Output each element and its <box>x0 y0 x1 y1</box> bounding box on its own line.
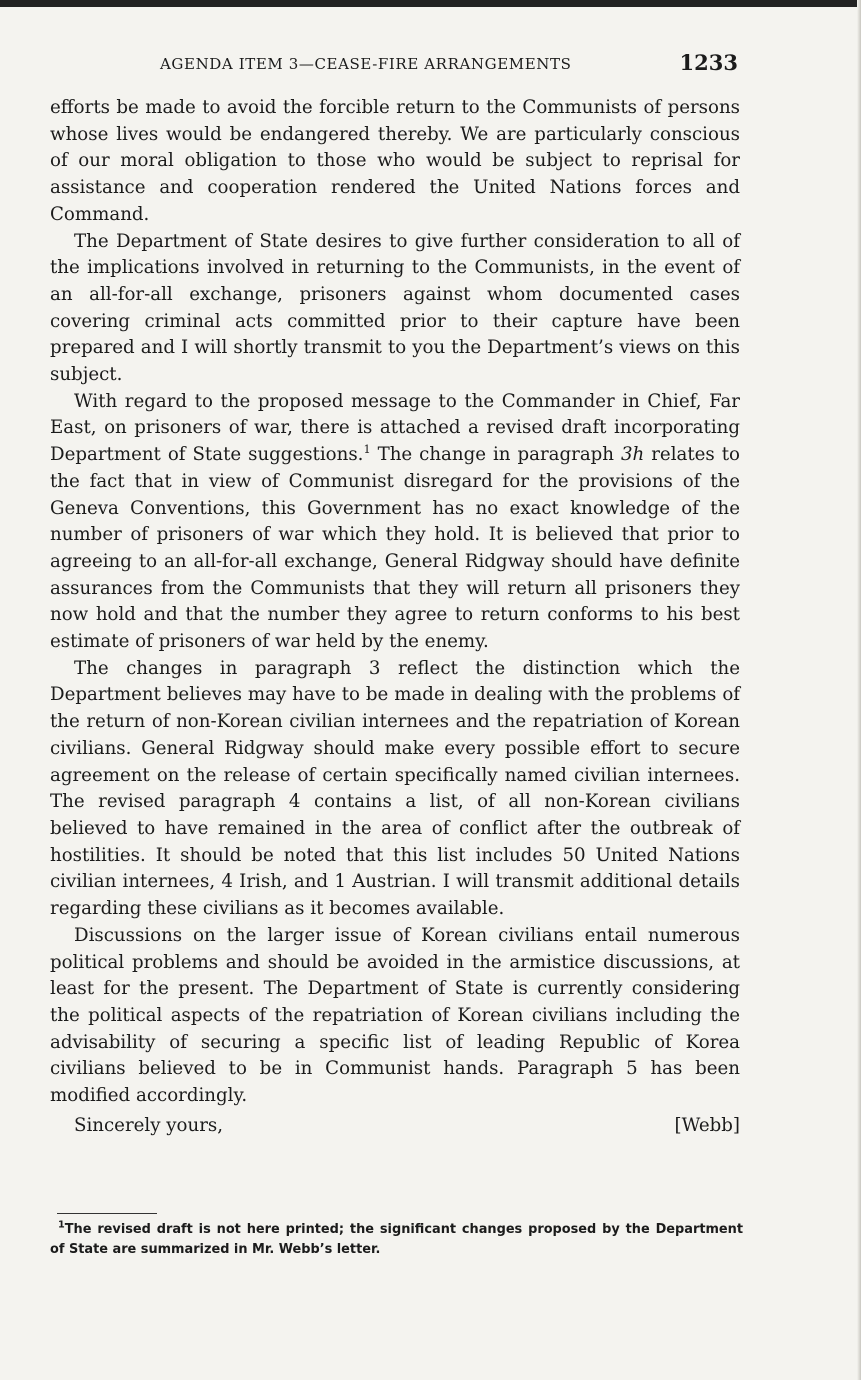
paragraph-3-part-c: relates to the fact that in view of Communist disregard for the provisions of the Geneva Conventions, this Government has no exact knowledge of the number of prisoners of war which they hold. It is believed that prior to agreeing to an all-for-all exchange, General Ridgway should have definite assurances from the Communists that they will return all prisoners they now hold and that the number they agree to return conforms to his best estimate of prisoners of war held by the enemy. <box>50 444 740 653</box>
page-header <box>50 50 738 80</box>
paragraph-4: The changes in paragraph 3 reflect the distinction which the Department believes may have to be made in dealing with the problems of the return of non-Korean civilian internees and the repatriation of Korean civilians. General Ridgway should make every possible effort to secure agreement on the release of certain specifically named civilian internees. The revised paragraph 4 contains a list, of all non-Korean civilians believed to have remained in the area of conflict after the outbreak of hostilities. It should be noted that this list includes 50 United Nations civilian internees, 4 Irish, and 1 Austrian. I will transmit additional details regarding these civilians as it becomes available. <box>50 657 740 920</box>
footnote <box>50 1220 743 1259</box>
page-number: 1233 <box>679 50 738 75</box>
footnote-marker: 1 <box>58 1219 65 1231</box>
letter-body <box>50 95 740 1140</box>
paragraph-3 <box>50 389 740 656</box>
paragraph-3-reference: 3h <box>620 444 645 466</box>
signature: [Webb] <box>674 1114 740 1136</box>
paragraph-2: The Department of State desires to give further consideration to all of the implications involved in returning to the Communists, in the event of an all-for-all exchange, prisoners against whom documented cases covering criminal acts committed prior to their capture have been prepared and I will shortly transmit to you the Department’s views on this subject. <box>50 230 740 386</box>
paragraph-5: Discussions on the larger issue of Korean civilians entail numerous political problems and should be avoided in the armistice discussions, at least for the present. The Department of State is currently considering the political aspects of the repatriation of Korean civilians including the advisability of securing a specific list of leading Republic of Korea civilians believed to be in Communist hands. Paragraph 5 has been modified accordingly. <box>50 924 740 1107</box>
paragraph-3-part-a: With regard to the proposed message to the Commander in Chief, Far East, on prisoners of war, there is attached a revised draft incorporating Department of State suggestions. <box>50 390 740 466</box>
page-top-edge <box>0 0 861 7</box>
footnote-reference: 1 <box>363 443 371 457</box>
running-head: AGENDA ITEM 3—CEASE-FIRE ARRANGEMENTS <box>160 55 572 73</box>
footnote-divider <box>57 1213 157 1214</box>
footnote-body <box>50 1220 743 1259</box>
paragraph-1: efforts be made to avoid the forcible return to the Communists of persons whose lives would be endangered thereby. We are particularly conscious of our moral obligation to those who would be subject to reprisal for assistance and cooperation rendered the United Nations forces and Command. <box>50 97 740 225</box>
letter-closing <box>50 1113 740 1140</box>
footnote-text: The revised draft is not here printed; the significant changes proposed by the Department of State are summarized in Mr. Webb’s letter. <box>50 1222 743 1257</box>
salutation: Sincerely yours, <box>74 1114 224 1136</box>
page-right-edge <box>857 0 861 1380</box>
paragraph-3-part-b: The change in paragraph <box>370 444 621 466</box>
